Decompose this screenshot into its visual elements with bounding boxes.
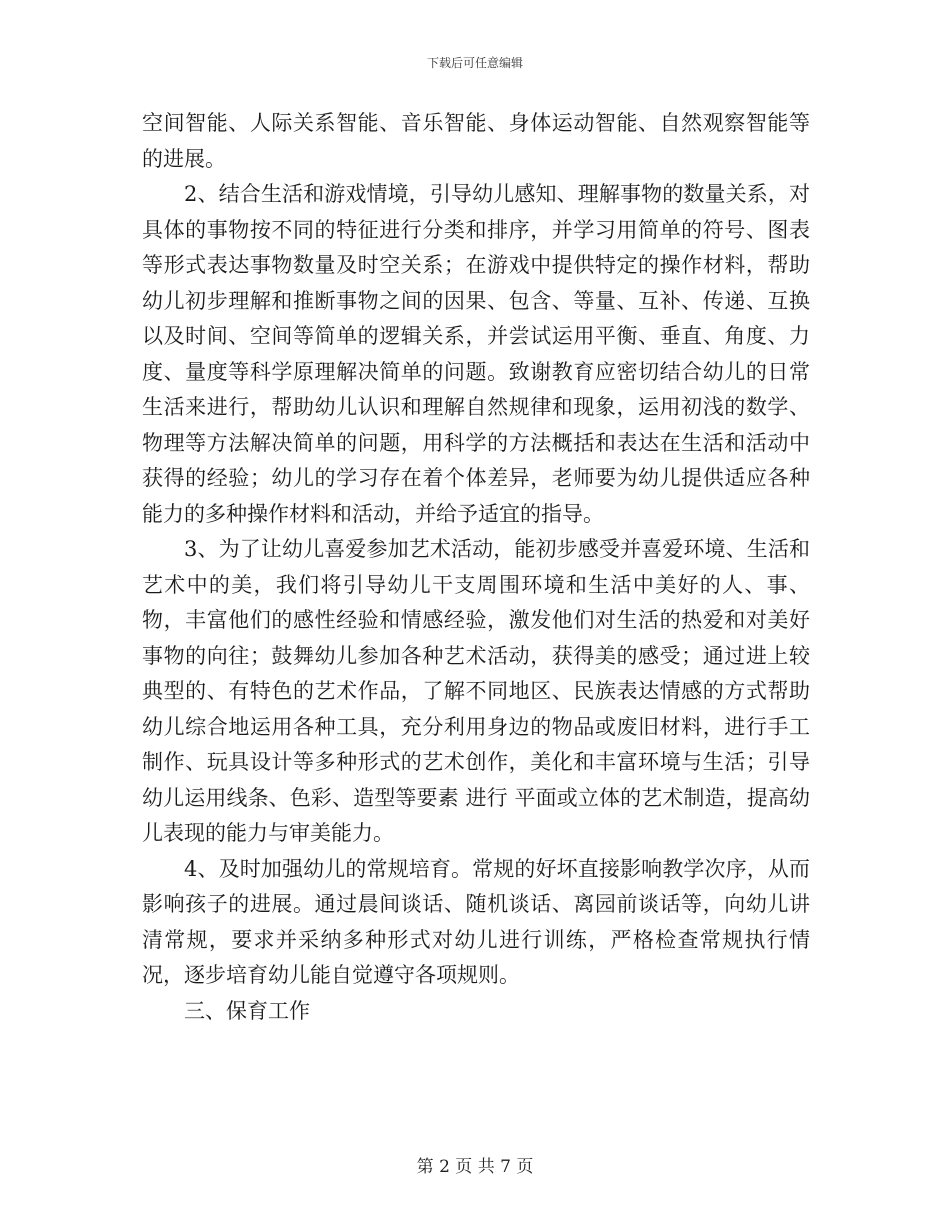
paragraph-item-2: 2、结合生活和游戏情境，引导幼儿感知、理解事物的数量关系，对具体的事物按不同的特征进行分类和排序，并学习用简单的符号、图表等形式表达事物数量及时空关系；在游戏中提供特定的操作材料，帮助幼儿初步理解和推断事物之间的因果、包含、等量、互补、传递、互换以及时间、空间等简单的逻辑关系，并尝试运用平衡、垂直、角度、力度、量度等科学原理解决简单的问题。致谢教育应密切结合幼儿的日常生活来进行，帮助幼儿认识和理解自然规律和现象，运用初浅的数学、物理等方法解决简单的问题，用科学的方法概括和表达在生活和活动中获得的经验；幼儿的学习存在着个体差异，老师要为幼儿提供适应各种能力的多种操作材料和活动，并给予适宜的指导。 [142,182,810,526]
section-heading: 三、保育工作 [184,998,310,1023]
page-header: 下载后可任意编辑 [426,56,523,70]
paragraph-item-3: 3、为了让幼儿喜爱参加艺术活动，能初步感受并喜爱环境、生活和艺术中的美，我们将引导幼儿干支周围环境和生活中美好的人、事、物，丰富他们的感性经验和情感经验，激发他们对生活的热爱和对美好事物的向往；鼓舞幼儿参加各种艺术活动，获得美的感受；通过进上较典型的、有特色的艺术作品，了解不同地区、民族表达情感的方式帮助幼儿综合地运用各种工具，充分利用身边的物品或废旧材料，进行手工制作、玩具设计等多种形式的艺术创作，美化和丰富环境与生活；引导幼儿运用线条、色彩、造型等要素 进行 平面或立体的艺术制造，提高幼儿表现的能力与审美能力。 [142,537,810,845]
document-body [142,106,810,1029]
paragraph-item-4: 4、及时加强幼儿的常规培育。常规的好坏直接影响教学次序，从而影响孩子的进展。通过晨间谈话、随机谈话、离园前谈话等，向幼儿讲清常规，要求并采纳多种形式对幼儿进行训练，严格检查常规执行情况，逐步培育幼儿能自觉遵守各项规则。 [142,856,810,987]
page-number-footer: 第 2 页 共 7 页 [416,1157,534,1177]
paragraph-continuation: 空间智能、人际关系智能、音乐智能、身体运动智能、自然观察智能等的进展。 [142,111,810,171]
